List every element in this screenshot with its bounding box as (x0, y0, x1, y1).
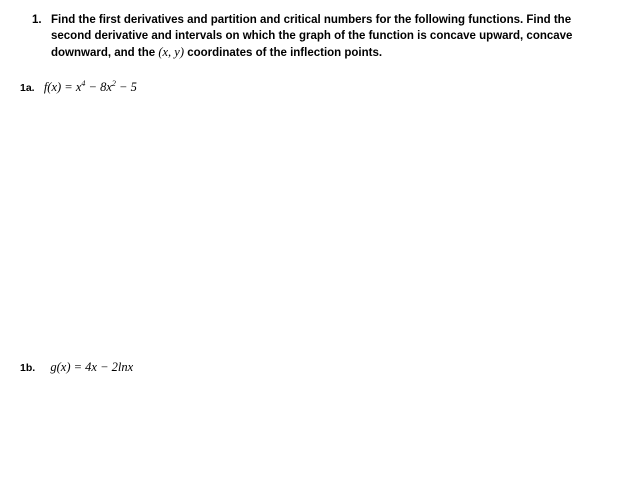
exponent-2: 2 (111, 79, 116, 88)
part-1a-label: 1a. (20, 82, 35, 94)
f-symbol: f (43, 80, 48, 94)
question-line-3 (51, 44, 591, 61)
part-1a (20, 79, 137, 96)
x-term: (x) = x (47, 80, 82, 94)
question-line-2: second derivative and intervals on which the graph of the function is concave upward, concave (51, 30, 573, 42)
question-line-3-start: downward, and the (51, 47, 159, 59)
exponent-4: 4 (81, 79, 86, 88)
coordinates-math: (x, y) (158, 45, 185, 59)
question-number: 1. (32, 14, 42, 26)
part-1b (20, 359, 133, 376)
constant-term: − 5 (115, 80, 137, 94)
part-1b-label: 1b. (20, 362, 36, 374)
question-text (51, 12, 591, 61)
eight-x-term: − 8x (85, 80, 112, 94)
question-line-3-end: coordinates of the inflection points. (184, 47, 383, 59)
part-1a-function (44, 79, 137, 95)
question-line-1: Find the first derivatives and partition and critical numbers for the following functions. Find the (51, 14, 572, 26)
part-1b-function: g(x) = 4x − 2lnx (50, 360, 134, 374)
